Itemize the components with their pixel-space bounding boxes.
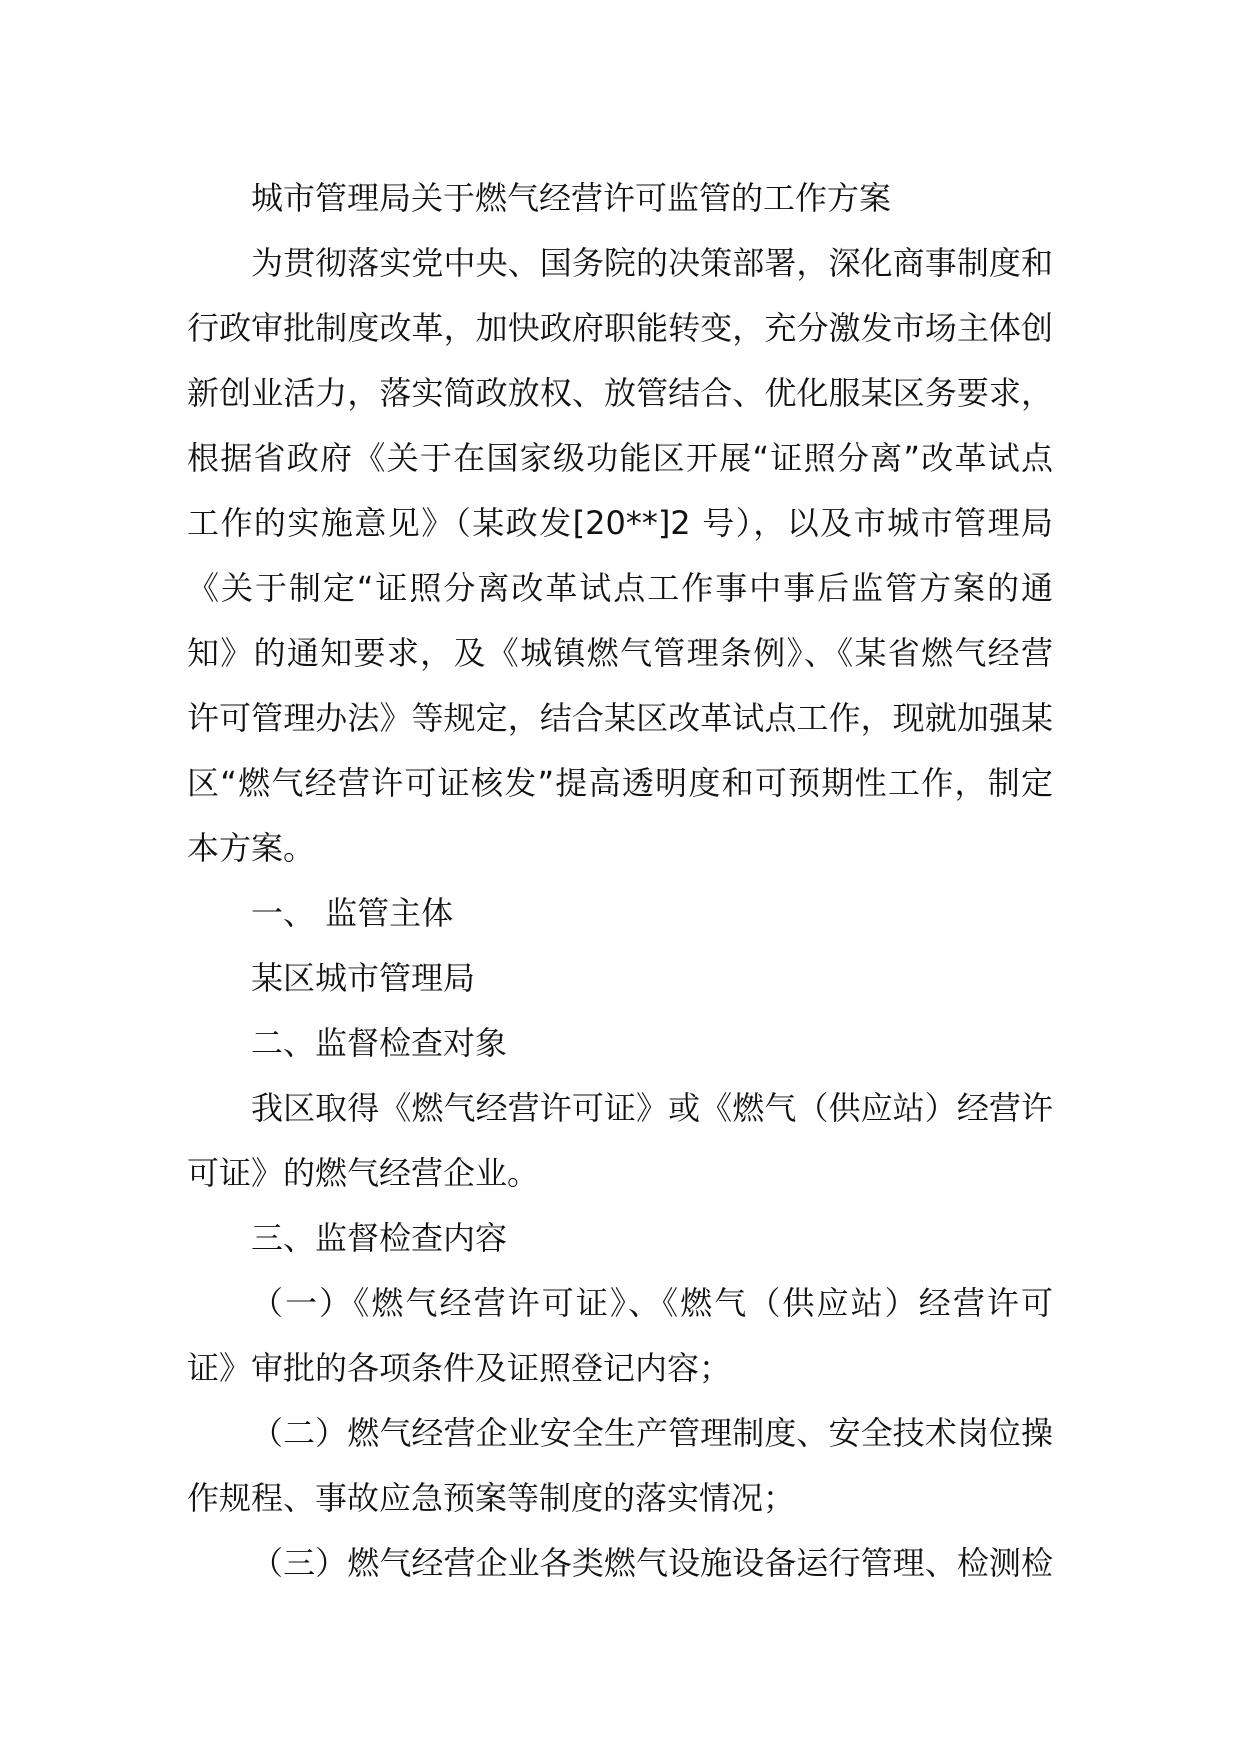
intro-line: 许可管理办法》等规定，结合某区改革试点工作，现就加强某: [187, 699, 1053, 737]
section-heading: 三、监督检查内容: [251, 1219, 508, 1257]
intro-line: 区“燃气经营许可证核发”提高透明度和可预期性工作，制定: [187, 764, 1053, 802]
section-body-line: 我区取得《燃气经营许可证》或《燃气（供应站）经营许: [251, 1089, 1053, 1127]
intro-line: 根据省政府《关于在国家级功能区开展“证照分离”改革试点: [187, 439, 1053, 477]
section-body-line: 可证》的燃气经营企业。: [187, 1154, 540, 1192]
document-body: [187, 166, 1053, 1596]
intro-line: 知》的通知要求，及《城镇燃气管理条例》、《某省燃气经营: [187, 634, 1053, 672]
list-item-line: 作规程、事故应急预案等制度的落实情况；: [187, 1479, 796, 1517]
document-title: 城市管理局关于燃气经营许可监管的工作方案: [251, 179, 892, 217]
intro-line: 本方案。: [187, 829, 316, 867]
intro-line: 工作的实施意见》（某政发[20**]2 号），以及市城市管理局: [187, 504, 1053, 542]
section-heading: 二、监督检查对象: [251, 1024, 508, 1062]
intro-line: 为贯彻落实党中央、国务院的决策部署，深化商事制度和: [251, 244, 1053, 282]
intro-line: 行政审批制度改革，加快政府职能转变，充分激发市场主体创: [187, 309, 1053, 347]
intro-line: 《关于制定“证照分离改革试点工作事中事后监管方案的通: [187, 569, 1053, 607]
intro-line: 新创业活力，落实简政放权、放管结合、优化服某区务要求，: [187, 374, 1053, 412]
list-item-line: （三）燃气经营企业各类燃气设施设备运行管理、检测检: [251, 1544, 1053, 1582]
list-item-line: 证》审批的各项条件及证照登记内容；: [187, 1349, 732, 1387]
list-item-line: （一）《燃气经营许可证》、《燃气（供应站）经营许可: [251, 1284, 1053, 1322]
list-item-line: （二）燃气经营企业安全生产管理制度、安全技术岗位操: [251, 1414, 1053, 1452]
section-body: 某区城市管理局: [251, 959, 476, 997]
section-heading: 一、 监管主体: [251, 894, 454, 932]
